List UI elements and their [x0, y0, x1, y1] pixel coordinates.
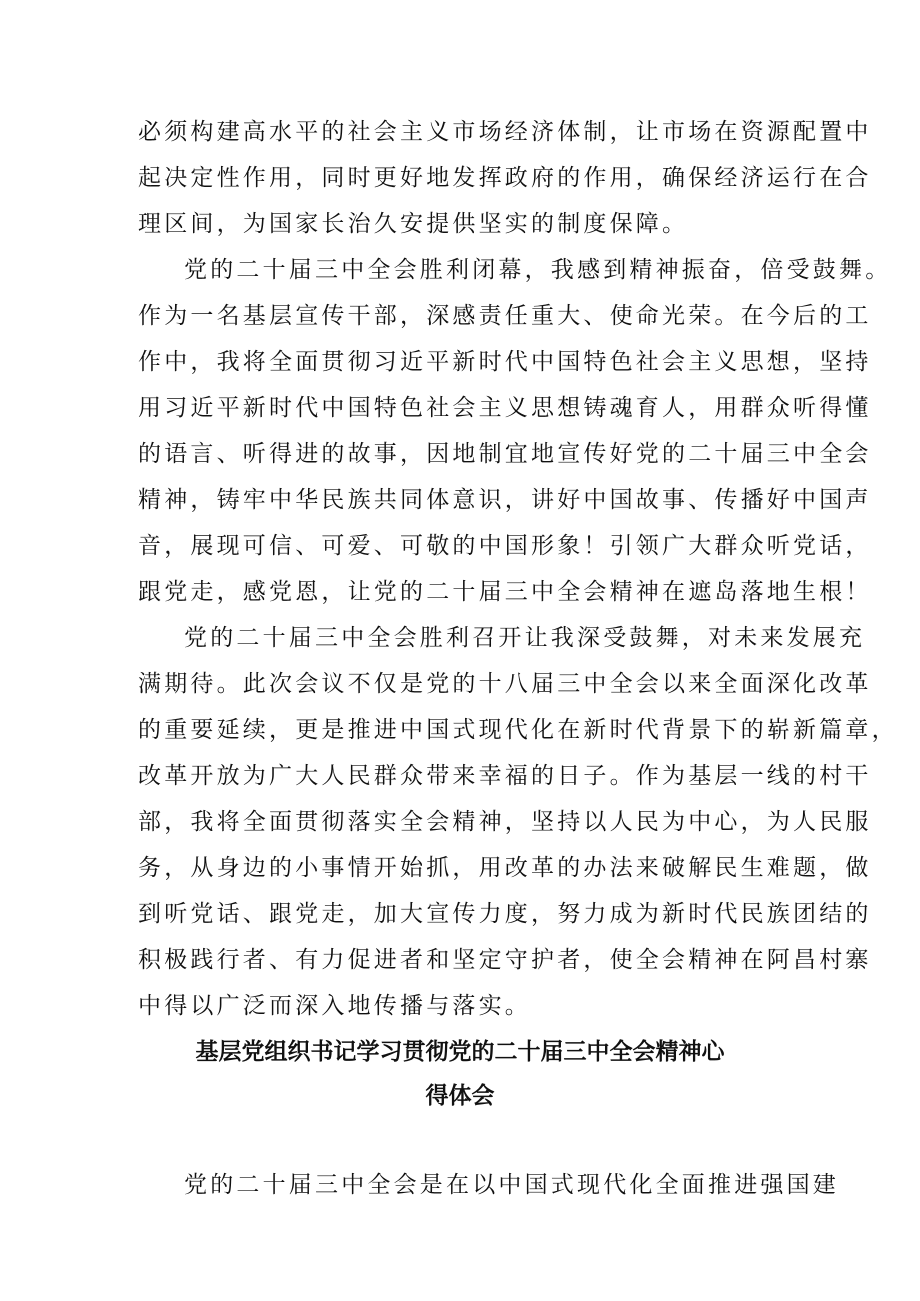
paragraph-line: 务，从身边的小事情开始抓，用改革的办法来破解民生难题，做	[138, 855, 872, 881]
paragraph-line: 改革开放为广大人民群众带来幸福的日子。作为基层一线的村干	[138, 763, 872, 789]
paragraph-line: 党的二十届三中全会是在以中国式现代化全面推进强国建	[184, 1172, 839, 1198]
paragraph-line: 的语言、听得进的故事，因地制宜地宣传好党的二十届三中全会	[138, 441, 872, 467]
paragraph-line: 理区间，为国家长治久安提供坚实的制度保障。	[138, 211, 689, 237]
paragraph-line: 精神，铸牢中华民族共同体意识，讲好中国故事、传播好中国声	[138, 487, 872, 513]
paragraph-line: 音，展现可信、可爱、可敬的中国形象！引领广大群众听党话，	[138, 533, 872, 559]
heading-line: 得体会	[425, 1083, 495, 1109]
paragraph-line: 到听党话、跟党走，加大宣传力度，努力成为新时代民族团结的	[138, 901, 872, 927]
paragraph-line: 作为一名基层宣传干部，深感责任重大、使命光荣。在今后的工	[138, 303, 872, 329]
paragraph-line: 必须构建高水平的社会主义市场经济体制，让市场在资源配置中	[138, 119, 872, 145]
paragraph-line: 部，我将全面贯彻落实全会精神，坚持以人民为中心，为人民服	[138, 809, 872, 835]
paragraph-line: 的重要延续，更是推进中国式现代化在新时代背景下的崭新篇章，	[138, 717, 898, 743]
paragraph-line: 用习近平新时代中国特色社会主义思想铸魂育人，用群众听得懂	[138, 395, 872, 421]
paragraph-line: 起决定性作用，同时更好地发挥政府的作用，确保经济运行在合	[138, 165, 872, 191]
paragraph-line: 跟党走，感党恩，让党的二十届三中全会精神在遮岛落地生根！	[138, 579, 872, 605]
paragraph-line: 积极践行者、有力促进者和坚定守护者，使全会精神在阿昌村寨	[138, 947, 872, 973]
paragraph-line: 作中，我将全面贯彻习近平新时代中国特色社会主义思想，坚持	[138, 349, 872, 375]
paragraph-line: 党的二十届三中全会胜利闭幕，我感到精神振奋，倍受鼓舞。	[184, 257, 892, 283]
heading-line: 基层党组织书记学习贯彻党的二十届三中全会精神心	[195, 1039, 725, 1065]
paragraph-line: 党的二十届三中全会胜利召开让我深受鼓舞，对未来发展充	[184, 625, 866, 651]
paragraph-line: 满期待。此次会议不仅是党的十八届三中全会以来全面深化改革	[138, 671, 872, 697]
paragraph-line: 中得以广泛而深入地传播与落实。	[138, 993, 531, 1019]
